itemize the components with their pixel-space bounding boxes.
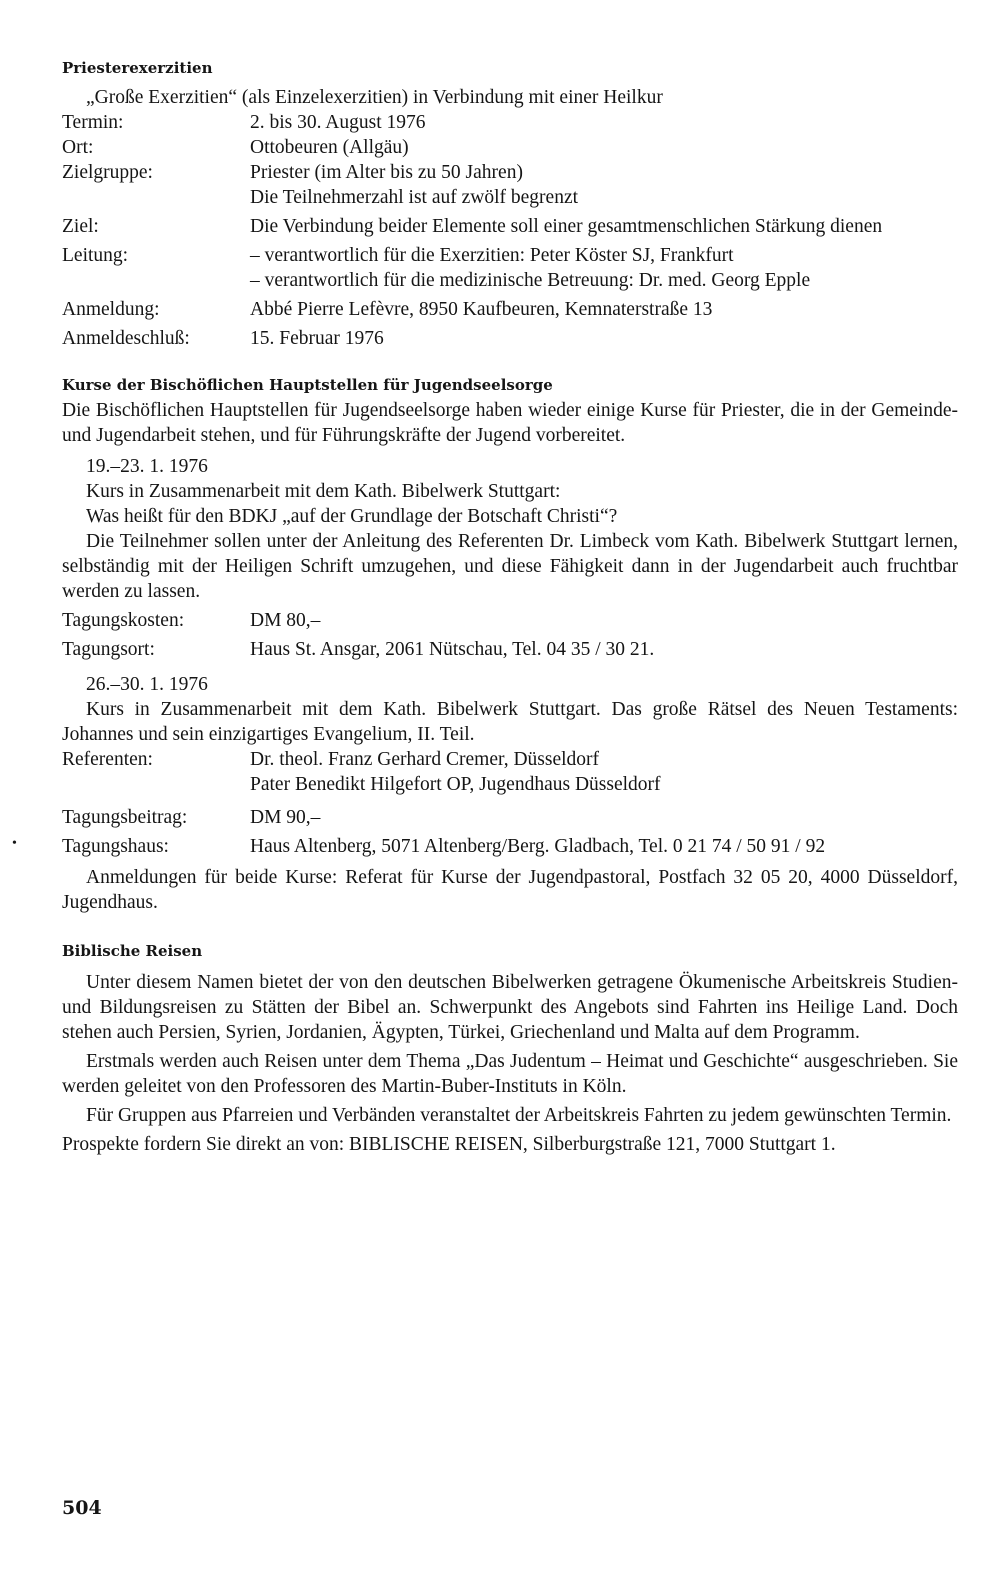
course-line: Was heißt für den BDKJ „auf der Grundlage der Botschaft Christi“?: [86, 506, 618, 527]
document-page: [62, 56, 958, 1157]
row-value-line: Die Teilnehmerzahl ist auf zwölf begrenzt: [250, 187, 579, 208]
row-label: Anmeldung:: [62, 299, 160, 320]
leitung-list: [250, 243, 958, 293]
info-row-anmeldeschluss: [62, 326, 958, 351]
section-heading-priesterexerzitien: Priesterexerzitien: [62, 59, 213, 77]
info-row-zielgruppe: [62, 160, 958, 210]
course-description: Kurs in Zusammenarbeit mit dem Kath. Bibelwerk Stuttgart. Das große Rätsel des Neuen Testaments: Johannes und sein einzigartiges Evangelium, II. Teil.: [62, 699, 958, 745]
info-row-ziel: [62, 214, 958, 239]
row-label: Anmeldeschluß:: [62, 328, 190, 349]
course-date: 26.–30. 1. 1976: [86, 674, 208, 695]
row-value: Ottobeuren (Allgäu): [250, 137, 409, 158]
row-value-line: Priester (im Alter bis zu 50 Jahren): [250, 162, 523, 183]
info-row-tagungskosten: [62, 608, 958, 633]
row-label: Termin:: [62, 112, 124, 133]
list-item: – verantwortlich für die Exerzitien: Peter Köster SJ, Frankfurt: [250, 245, 734, 266]
row-label: Tagungsort:: [62, 639, 155, 660]
row-value: Abbé Pierre Lefèvre, 8950 Kaufbeuren, Kemnaterstraße 13: [250, 299, 713, 320]
course-line: Kurs in Zusammenarbeit mit dem Kath. Bibelwerk Stuttgart:: [86, 481, 561, 502]
info-row-referenten: [62, 747, 958, 797]
row-value: [250, 747, 958, 797]
row-value: DM 90,–: [250, 807, 321, 828]
course-date: 19.–23. 1. 1976: [86, 456, 208, 477]
paragraph: Unter diesem Namen bietet der von den deutschen Bibelwerken getragene Ökumenische Arbeitskreis Studien- und Bildungsreisen zu Stätten der Bibel an. Schwerpunkt des Angebots sind Fahrten ins Heilige Land. Doch stehen auch Persien, Syrien, Jordanien, Ägypten, Türkei, Griechenland und Malta auf dem Programm.: [62, 972, 958, 1043]
row-label: Tagungshaus:: [62, 836, 169, 857]
margin-bullet-mark: •: [12, 836, 17, 851]
row-label: Ort:: [62, 137, 94, 158]
row-value: Haus Altenberg, 5071 Altenberg/Berg. Gladbach, Tel. 0 21 74 / 50 91 / 92: [250, 836, 826, 857]
row-label: Tagungsbeitrag:: [62, 807, 188, 828]
row-value: DM 80,–: [250, 610, 321, 631]
info-row-termin: [62, 110, 958, 135]
row-label: Ziel:: [62, 216, 99, 237]
info-row-ort: [62, 135, 958, 160]
row-value-line: Pater Benedikt Hilgefort OP, Jugendhaus Düsseldorf: [250, 774, 661, 795]
course-description: Die Teilnehmer sollen unter der Anleitung des Referenten Dr. Limbeck vom Kath. Bibelwerk Stuttgart lernen, selbständig mit der Heiligen Schrift umzugehen, und diese Fähigkeit dann in der Jugendarbeit auch fruchtbar werden zu lassen.: [62, 531, 958, 602]
registration-note: Anmeldungen für beide Kurse: Referat für Kurse der Jugendpastoral, Postfach 32 05 20, 4000 Düsseldorf, Jugendhaus.: [62, 867, 958, 913]
page-number: 504: [62, 1497, 102, 1519]
section-heading-biblische-reisen: Biblische Reisen: [62, 942, 203, 960]
row-value: Die Verbindung beider Elemente soll einer gesamtmenschlichen Stärkung dienen: [250, 216, 883, 237]
info-row-tagungshaus: [62, 834, 958, 859]
section-intro: Die Bischöflichen Hauptstellen für Jugendseelsorge haben wieder einige Kurse für Priester, die in der Gemeinde- und Jugendarbeit stehen, und für Führungskräfte der Jugend vorbereitet.: [62, 400, 958, 446]
row-label: Zielgruppe:: [62, 162, 153, 183]
row-label: Tagungskosten:: [62, 610, 185, 631]
paragraph: Prospekte fordern Sie direkt an von: BIBLISCHE REISEN, Silberburgstraße 121, 7000 Stuttgart 1.: [62, 1134, 836, 1155]
info-row-anmeldung: [62, 297, 958, 322]
info-row-tagungsort: [62, 637, 958, 662]
paragraph: Erstmals werden auch Reisen unter dem Thema „Das Judentum – Heimat und Geschichte“ ausgeschrieben. Sie werden geleitet von den Professoren des Martin-Buber-Instituts in Köln.: [62, 1051, 958, 1097]
info-row-tagungsbeitrag: [62, 805, 958, 830]
paragraph: Für Gruppen aus Pfarreien und Verbänden veranstaltet der Arbeitskreis Fahrten zu jedem gewünschten Termin.: [86, 1105, 952, 1126]
row-value: 15. Februar 1976: [250, 328, 384, 349]
section-heading-kurse: Kurse der Bischöflichen Hauptstellen für Jugendseelsorge: [62, 376, 553, 394]
row-value-line: Dr. theol. Franz Gerhard Cremer, Düsseldorf: [250, 749, 600, 770]
row-value: 2. bis 30. August 1976: [250, 112, 426, 133]
section-intro: „Große Exerzitien“ (als Einzelexerzitien) in Verbindung mit einer Heilkur: [86, 87, 663, 108]
row-label: Leitung:: [62, 245, 129, 266]
list-item: – verantwortlich für die medizinische Betreuung: Dr. med. Georg Epple: [250, 270, 811, 291]
row-value: [250, 243, 958, 293]
info-row-leitung: [62, 243, 958, 293]
row-value: [250, 160, 958, 210]
row-label: Referenten:: [62, 749, 153, 770]
row-value: Haus St. Ansgar, 2061 Nütschau, Tel. 04 35 / 30 21.: [250, 639, 655, 660]
